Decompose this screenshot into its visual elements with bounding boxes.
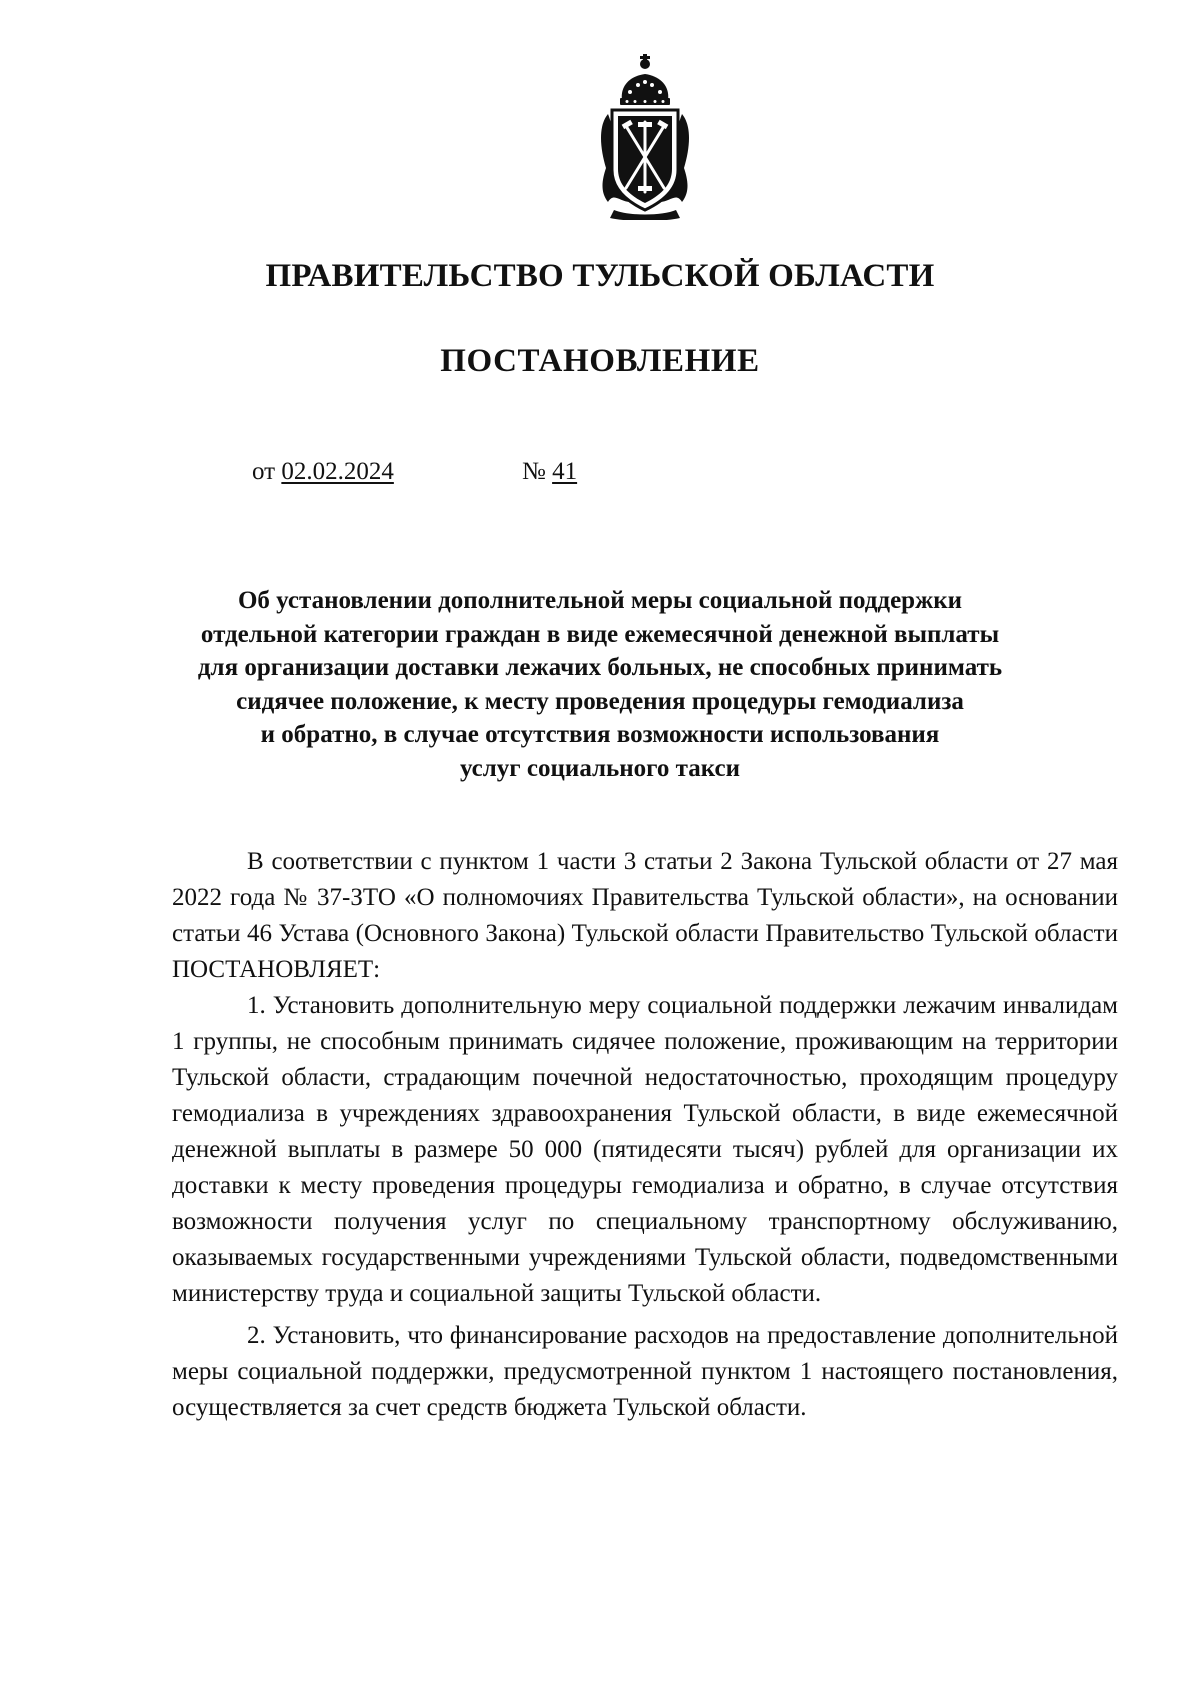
subject-line: услуг социального такси	[459, 754, 741, 782]
body-paragraph-preamble: В соответствии с пунктом 1 части 3 статьи 2 Закона Тульской области от 27 мая 2022 года № 37-ЗТО «О полномочиях Правительства Тульской области», на основании статьи 46 Устава (Основного Закона) Тульской области Правительство Тульской области ПОСТАНОВЛЯЕТ:	[172, 848, 1118, 983]
subject-line: для организации доставки лежачих больных, не способных принимать	[197, 654, 1003, 681]
subject-line: отдельной категории граждан в виде ежемесячной денежной выплаты	[200, 620, 1000, 648]
subject-line: и обратно, в случае отсутствия возможности использования	[260, 721, 940, 748]
organization-title: ПРАВИТЕЛЬСТВО ТУЛЬСКОЙ ОБЛАСТИ	[265, 258, 935, 294]
document-date	[252, 458, 394, 486]
body-paragraph-item-2: 2. Установить, что финансирование расходов на предоставление дополнительной меры социальной поддержки, предусмотренной пунктом 1 настоящего постановления, осуществляется за счет средств бюджета Тульской области.	[172, 1322, 1118, 1421]
number-prefix: №	[522, 458, 546, 485]
number-value: 41	[552, 458, 578, 485]
coat-of-arms-emblem	[594, 52, 696, 220]
subject-line: сидячее положение, к месту проведения процедуры гемодиализа	[236, 687, 964, 715]
date-value: 02.02.2024	[281, 458, 394, 485]
body-paragraph-item-1: 1. Установить дополнительную меру социальной поддержки лежачим инвалидам 1 группы, не способным принимать сидячее положение, проживающим на территории Тульской области, страдающим почечной недостаточностью, проходящим процедуру гемодиализа в учреждениях здравоохранения Тульской области, в виде ежемесячной денежной выплаты в размере 50 000 (пятидесяти тысяч) рублей для организации их доставки к месту проведения процедуры гемодиализа и обратно, в случае отсутствия возможности получения услуг по специальному транспортному обслуживанию, оказываемых государственными учреждениями Тульской области, подведомственными министерству труда и социальной защиты Тульской области.	[172, 992, 1118, 1307]
date-prefix: от	[252, 458, 276, 485]
document-type: ПОСТАНОВЛЕНИЕ	[440, 343, 760, 379]
subject-line: Об установлении дополнительной меры социальной поддержки	[237, 587, 963, 614]
document-body	[172, 844, 1118, 1426]
document-subject	[160, 584, 1040, 785]
document-number	[522, 458, 577, 486]
